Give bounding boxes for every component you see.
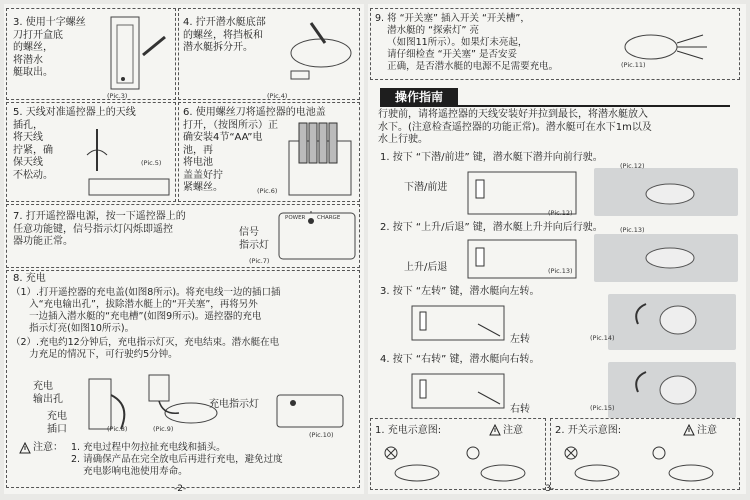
step-3-box: [6, 8, 176, 100]
note-label: 注意：: [33, 442, 63, 453]
op-2-label: 上升/后退: [404, 262, 448, 273]
op-1-pic: (Pic.12): [548, 209, 573, 217]
charge-do-dont-illustration: [377, 441, 543, 487]
right-page: [368, 4, 746, 494]
op-4-text: 4. 按下 “右转” 键，潜水艇向右转。: [380, 354, 540, 365]
step-5-text: 5. 天线对准遥控器上的天线 插孔， 将天线 拧紧，确 保天线 不松动。: [13, 107, 136, 181]
remote-up-back-illustration: [464, 236, 580, 282]
submarine-right-icon: [608, 362, 736, 418]
page-number-left: -2-: [174, 484, 187, 494]
submarine-left-icon: [608, 294, 736, 350]
step-8-title: 8. 充电: [13, 273, 46, 284]
step-9-text: 9. 将 “开关塞” 插入开关 “开关槽”， 潜水艇的 “探索灯” 亮 （如图11所示）。如果灯未亮起， 请仔细检查 “开关塞” 是否安妥 正确，是否潜水艇的电源不足需要充电。: [375, 13, 559, 72]
step-8-para-1: （1）.打开遥控器的充电盖(如图8所示)。将充电线一边的插口插 入“充电输出孔”，拔除潜水艇上的“开关塞”，再将另外 一边插入潜水艇的“充电槽”(如图9所示)。遥控器的充电 指示灯亮(如图10所示)。: [11, 287, 281, 334]
pic-3-caption: (Pic.3): [107, 92, 128, 100]
pic-9-caption: (Pic.9): [153, 425, 174, 433]
box-screwdriver-illustration: [103, 15, 173, 95]
op-4-pic: (Pic.15): [590, 404, 615, 412]
switch-do-dont-illustration: [557, 441, 737, 487]
op-3-submarine-panel: [608, 294, 736, 350]
pic-10-caption: (Pic.10): [309, 431, 334, 439]
charge-attention-label: 注意: [503, 425, 523, 436]
op-3-pic: (Pic.14): [590, 334, 615, 342]
charge-output-label: 充电 输出孔: [33, 381, 63, 405]
op-2-pic: (Pic.13): [548, 267, 573, 275]
pic-4-caption: (Pic.4): [267, 92, 288, 100]
warning-icon: [19, 442, 31, 454]
remote-left-turn-illustration: [408, 302, 508, 344]
switch-attention-label: 注意: [697, 425, 717, 436]
pic-5-caption: (Pic.5): [141, 159, 162, 167]
charge-indicator-label: 充电指示灯: [209, 399, 259, 410]
switch-diagram-box: [550, 418, 740, 490]
charge-indicator-illustration: [275, 393, 345, 431]
page-number-right: -3-: [542, 484, 555, 494]
op-4-label: 右转: [510, 404, 530, 415]
submarine-dive-icon: [594, 168, 738, 216]
warning-icon: [683, 424, 695, 436]
op-2-submarine-panel: [594, 234, 738, 282]
switch-diagram-title: 2. 开关示意图:: [555, 425, 622, 436]
pic-8-caption: (Pic.8): [107, 425, 128, 433]
op-1-submarine-panel: [594, 168, 738, 216]
charge-label: CHARGE: [317, 215, 341, 221]
charge-input-label: 充电 插口: [47, 411, 67, 435]
step-6-box: [178, 102, 360, 202]
op-3-text: 3. 按下 “左转” 键，潜水艇向左转。: [380, 286, 540, 297]
pic-6-caption: (Pic.6): [257, 187, 278, 195]
op-2-text: 2. 按下 “上升/后退” 键，潜水艇上升并向后行驶。: [380, 222, 603, 233]
step-4-box: [178, 8, 360, 100]
op-4-submarine-panel: [608, 362, 736, 418]
pic-11-caption: (Pic.11): [621, 61, 646, 69]
step-4-text: 4. 拧开潜水艇底部 的螺丝，将挡板和 潜水艇拆分开。: [183, 17, 266, 53]
charge-diagram-box: [370, 418, 546, 490]
step-8-box: [6, 270, 360, 488]
step-5-box: [6, 102, 176, 202]
op-1-text: 1. 按下 “下潜/前进” 键，潜水艇下潜并向前行驶。: [380, 152, 603, 163]
left-page: [4, 4, 364, 494]
op-3-label: 左转: [510, 334, 530, 345]
op-1-label: 下潜/前进: [404, 182, 448, 193]
submarine-rise-icon: [594, 234, 738, 282]
operation-guide-heading: 操作指南: [380, 88, 458, 106]
submarine-disassembly-illustration: [281, 15, 357, 95]
step-3-text: 3. 使用十字螺丝 刀打开盒底 的螺丝， 将潜水 艇取出。: [13, 17, 86, 78]
power-label: POWER: [285, 215, 306, 221]
guide-intro: 行驶前，请将遥控器的天线安装好并拉到最长，将潜水艇放入 水下。(注意检查遥控器的功能正常)。潜水艇可在水下1m以及 水上行驶。: [378, 109, 652, 145]
remote-right-turn-illustration: [408, 370, 508, 412]
note-text: 1. 充电过程中勿拉扯充电线和插头。 2. 请确保产品在完全放电后再进行充电，避免过度 充电影响电池使用寿命。: [71, 442, 283, 477]
heading-divider: [380, 105, 730, 107]
step-7-text: 7. 打开遥控器电源，按一下遥控器上的 任意功能键，信号指示灯闪烁即遥控 器功能正常。: [13, 211, 186, 247]
op-1-pic-2: (Pic.12): [620, 162, 645, 170]
step-6-text: 6. 使用螺丝刀将遥控器的电池盖 打开，（按图所示）正 确安装4节“AA”电 池，再 将电池 盖盖好拧 紧螺丝。: [183, 107, 326, 193]
step-9-box: [370, 8, 740, 80]
signal-indicator-label: 信号 指示灯: [239, 227, 269, 251]
step-7-box: [6, 204, 360, 268]
charge-diagram-title: 1. 充电示意图:: [375, 425, 442, 436]
warning-icon: [489, 424, 501, 436]
op-2-pic-2: (Pic.13): [620, 226, 645, 234]
step-8-para-2: （2）.充电约12分钟后，充电指示灯灭，充电结束。潜水艇在电 力充足的情况下，可行驶约5分钟。: [11, 337, 280, 360]
pic-7-caption: (Pic.7): [249, 257, 270, 265]
